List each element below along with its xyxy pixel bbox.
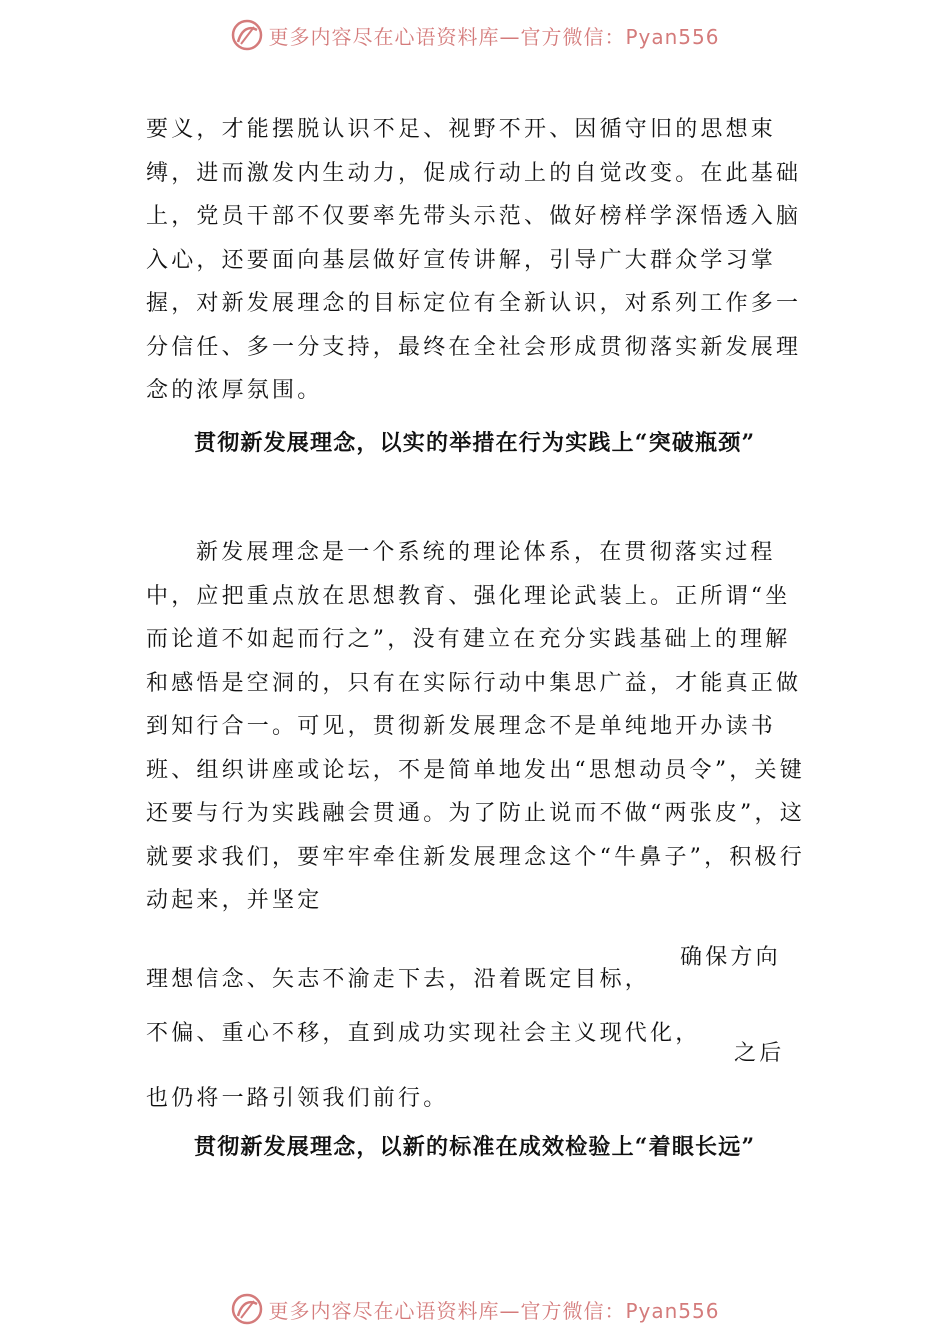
watermark-footer xyxy=(0,1289,950,1329)
paragraph-2-line-a-side: 确保方向 xyxy=(680,945,781,970)
section-heading-2: 贯彻新发展理念，以新的标准在成效检验上“着眼长远” xyxy=(194,1134,756,1160)
paragraph-1: 要义，才能摆脱认识不足、视野不开、因循守旧的思想束缚，进而激发内生动力，促成行动上的自觉改变。在此基础上，党员干部不仅要率先带头示范、做好榜样学深悟透入脑入心，还要面向基层做好宣传讲解，引导广大群众学习掌握，对新发展理念的目标定位有全新认识，对系列工作多一分信任、多一分支持，最终在全社会形成贯彻落实新发展理念的浓厚氛围。 xyxy=(146,117,802,403)
watermark-header xyxy=(0,15,950,55)
paragraph-2-line-b-side: 之后 xyxy=(734,1041,785,1066)
paragraph-2-line-a: 理想信念、矢志不渝走下去，沿着既定目标， xyxy=(146,967,651,992)
watermark-logo-icon xyxy=(230,18,264,52)
paragraph-2: 新发展理念是一个系统的理论体系，在贯彻落实过程中，应把重点放在思想教育、强化理论武装上。正所谓“坐而论道不如起而行之”，没有建立在充分实践基础上的理解和感悟是空洞的，只有在实际行动中集思广益，才能真正做到知行合一。可见，贯彻新发展理念不是单纯地开办读书班、组织讲座或论坛，不是简单地发出“思想动员令”，关键还要与行为实践融会贯通。为了防止说而不做“两张皮”，这就要求我们，要牢牢牵住新发展理念这个“牛鼻子”，积极行动起来，并坚定 xyxy=(146,540,805,913)
watermark-text: 更多内容尽在心语资料库—官方微信：Pyan556 xyxy=(268,1298,720,1323)
paragraph-2-line-b: 不偏、重心不移，直到成功实现社会主义现代化， xyxy=(146,1021,701,1046)
paragraph-2-line-c: 也仍将一路引领我们前行。 xyxy=(146,1086,449,1111)
watermark-text: 更多内容尽在心语资料库—官方微信：Pyan556 xyxy=(268,24,720,49)
section-heading-1: 贯彻新发展理念，以实的举措在行为实践上“突破瓶颈” xyxy=(194,430,756,456)
watermark-logo-icon xyxy=(230,1292,264,1326)
